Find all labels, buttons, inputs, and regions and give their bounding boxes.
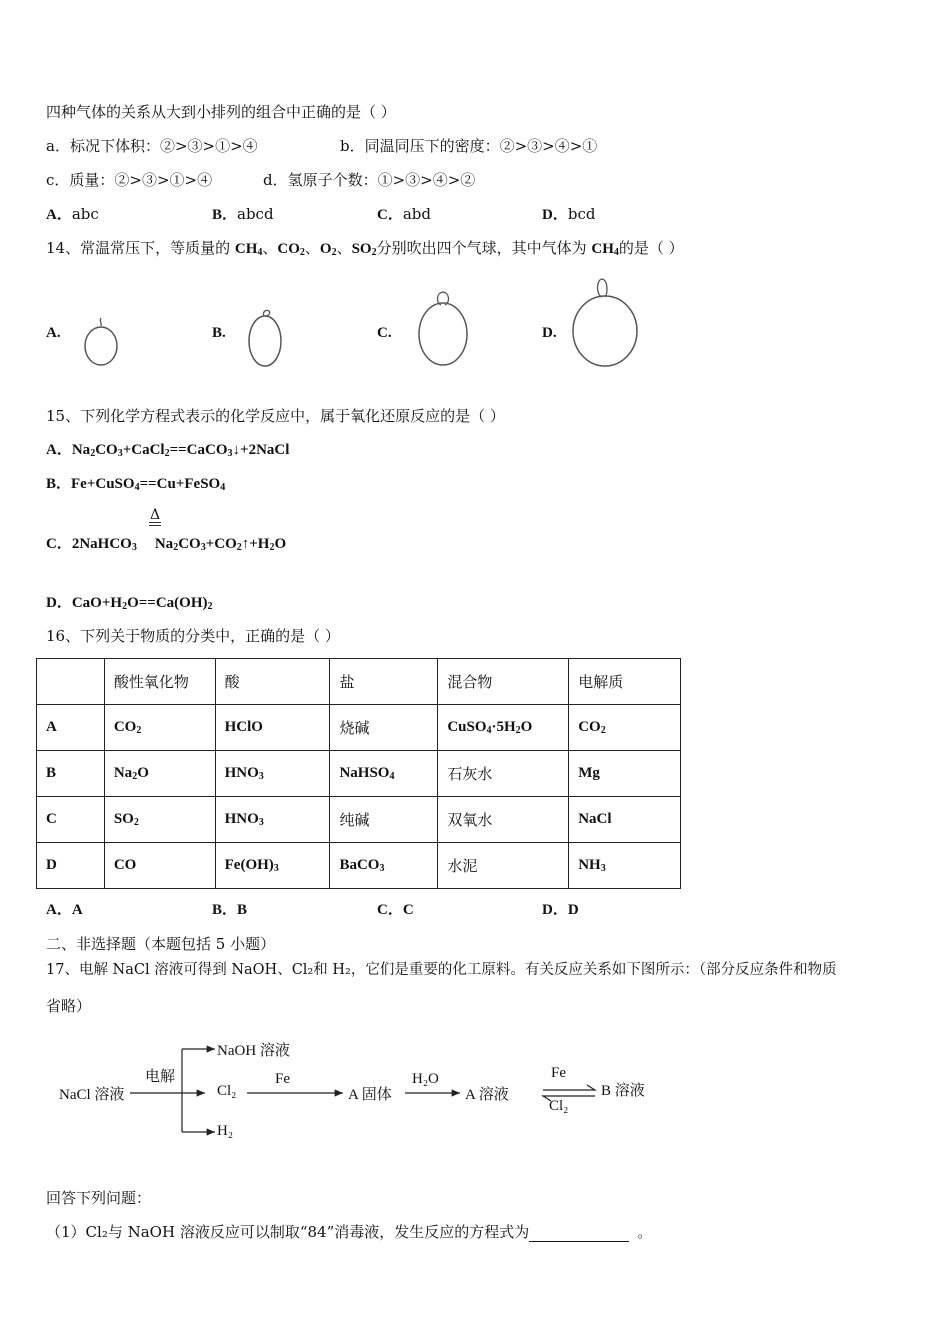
q16-option-b[interactable]: B．B bbox=[212, 902, 248, 918]
table-cell: 石灰水 bbox=[438, 751, 569, 797]
table-row bbox=[37, 797, 681, 843]
q14-option-c-label[interactable]: C. bbox=[377, 325, 392, 341]
diagram-eq-forward: Fe bbox=[551, 1065, 566, 1081]
diagram-start: NaCl 溶液 bbox=[59, 1087, 125, 1103]
q14-stem: 14、常温常压下，等质量的 $CH_4$、$CO_2$、$O_2$、$SO_2$分别吹出四个气球，其中气体为 $CH_4$的是（ ） bbox=[46, 239, 684, 258]
heating-condition: Δ bbox=[148, 508, 162, 526]
q15-option-d[interactable]: D．$CaO+H_2O==Ca(OH)_2$ bbox=[46, 595, 213, 612]
table-cell: $CO_2$ bbox=[569, 705, 681, 751]
table-cell: $NH_3$ bbox=[569, 843, 681, 889]
diagram-step2-product: A 溶液 bbox=[465, 1087, 509, 1103]
table-cell: 双氧水 bbox=[438, 797, 569, 843]
table-cell: $SO_2$ bbox=[104, 797, 215, 843]
q15-stem: 15、下列化学方程式表示的化学反应中，属于氧化还原反应的是（ ） bbox=[46, 407, 505, 425]
diagram-branch-cl2: Cl₂ bbox=[217, 1083, 237, 1099]
q13-option-a[interactable]: A．abc bbox=[46, 205, 99, 223]
row-label: D bbox=[37, 843, 105, 889]
diagram-step2-reagent: H₂O bbox=[412, 1071, 439, 1087]
table-header-cell: 盐 bbox=[330, 659, 438, 705]
q16-stem: 16、下列关于物质的分类中，正确的是（ ） bbox=[46, 627, 340, 645]
table-cell: $HNO_3$ bbox=[215, 751, 330, 797]
table-row bbox=[37, 705, 681, 751]
q14-option-a-label[interactable]: A. bbox=[46, 325, 61, 341]
table-cell: HClO bbox=[215, 705, 330, 751]
table-row bbox=[37, 751, 681, 797]
row-label: A bbox=[37, 705, 105, 751]
row-label: B bbox=[37, 751, 105, 797]
table-header-cell: 酸 bbox=[215, 659, 330, 705]
q13-option-c[interactable]: C．abd bbox=[377, 205, 431, 223]
q15-option-a[interactable]: A．$Na_2CO_3+CaCl_2==CaCO_3↓+2NaCl$ bbox=[46, 442, 290, 459]
balloon-large-icon bbox=[568, 277, 644, 373]
table-cell: $HNO_3$ bbox=[215, 797, 330, 843]
q14-option-d-label[interactable]: D. bbox=[542, 325, 557, 341]
table-header-cell: 混合物 bbox=[438, 659, 569, 705]
balloon-small-icon bbox=[80, 315, 124, 371]
table-cell: 水泥 bbox=[438, 843, 569, 889]
balloon-medium-icon bbox=[414, 290, 474, 372]
q13-option-b[interactable]: B．abcd bbox=[212, 205, 274, 223]
answer-blank[interactable] bbox=[529, 1225, 629, 1242]
table-header-row bbox=[37, 659, 681, 705]
table-cell: 烧碱 bbox=[330, 705, 438, 751]
table-cell: NaHSO$_4$ bbox=[330, 751, 438, 797]
table-cell: BaCO$_3$ bbox=[330, 843, 438, 889]
q13-item-d: d．氢原子个数：①>③>④>② bbox=[263, 171, 476, 189]
table-cell: CO bbox=[104, 843, 215, 889]
table-header-cell bbox=[37, 659, 105, 705]
q17-stem-line2: 省略） bbox=[46, 997, 92, 1015]
diagram-final: B 溶液 bbox=[601, 1083, 645, 1099]
diagram-eq-backward: Cl₂ bbox=[549, 1098, 569, 1114]
reaction-flow-diagram bbox=[55, 1035, 675, 1150]
diagram-process-label: 电解 bbox=[145, 1069, 176, 1085]
table-header-cell: 电解质 bbox=[569, 659, 681, 705]
table-cell: $Fe(OH)_3$ bbox=[215, 843, 330, 889]
q13-item-a: a．标况下体积：②>③>①>④ bbox=[46, 137, 258, 155]
q17-sub1: （1）Cl₂与 NaOH 溶液反应可以制取“84”消毒液，发生反应的方程式为 。 bbox=[46, 1223, 653, 1241]
table-cell: 纯碱 bbox=[330, 797, 438, 843]
q15-option-b[interactable]: B．Fe+CuSO$_4$==Cu+FeSO$_4$ bbox=[46, 476, 226, 493]
table-cell: $CO_2$ bbox=[104, 705, 215, 751]
table-cell: NaCl bbox=[569, 797, 681, 843]
section-title: 二、非选择题（本题包括 5 小题） bbox=[46, 935, 276, 953]
q16-option-a[interactable]: A．A bbox=[46, 902, 83, 918]
q14-option-b-label[interactable]: B. bbox=[212, 325, 226, 341]
classification-table bbox=[36, 658, 681, 889]
q13-item-b: b．同温同压下的密度：②>③>④>① bbox=[340, 137, 598, 155]
q16-option-c[interactable]: C．C bbox=[377, 902, 414, 918]
row-label: C bbox=[37, 797, 105, 843]
q13-stem: 四种气体的关系从大到小排列的组合中正确的是（ ） bbox=[46, 103, 396, 121]
answer-prompt: 回答下列问题： bbox=[46, 1189, 152, 1207]
table-header-cell: 酸性氧化物 bbox=[104, 659, 215, 705]
diagram-branch-naoh: NaOH 溶液 bbox=[217, 1043, 290, 1059]
table-cell: $CuSO_4\cdot 5H_2O$ bbox=[438, 705, 569, 751]
q17-stem-line1: 17、电解 NaCl 溶液可得到 NaOH、Cl₂和 H₂，它们是重要的化工原料。有关反应关系如下图所示：（部分反应条件和物质 bbox=[46, 962, 837, 978]
q13-item-c: c．质量：②>③>①>④ bbox=[46, 171, 213, 189]
table-cell: Mg bbox=[569, 751, 681, 797]
table-row bbox=[37, 843, 681, 889]
diagram-branch-h2: H₂ bbox=[217, 1123, 234, 1139]
table-cell: $Na_2O$ bbox=[104, 751, 215, 797]
q13-option-d[interactable]: D．bcd bbox=[542, 205, 596, 223]
diagram-step1-product: A 固体 bbox=[348, 1087, 392, 1103]
q15-option-c[interactable]: C．2NaHCO$_3$ $Na_2CO_3+CO_2↑+H_2O$ bbox=[46, 536, 287, 553]
q16-option-d[interactable]: D．D bbox=[542, 902, 579, 918]
balloon-narrow-icon bbox=[244, 305, 288, 371]
diagram-step1-reagent: Fe bbox=[275, 1071, 290, 1087]
